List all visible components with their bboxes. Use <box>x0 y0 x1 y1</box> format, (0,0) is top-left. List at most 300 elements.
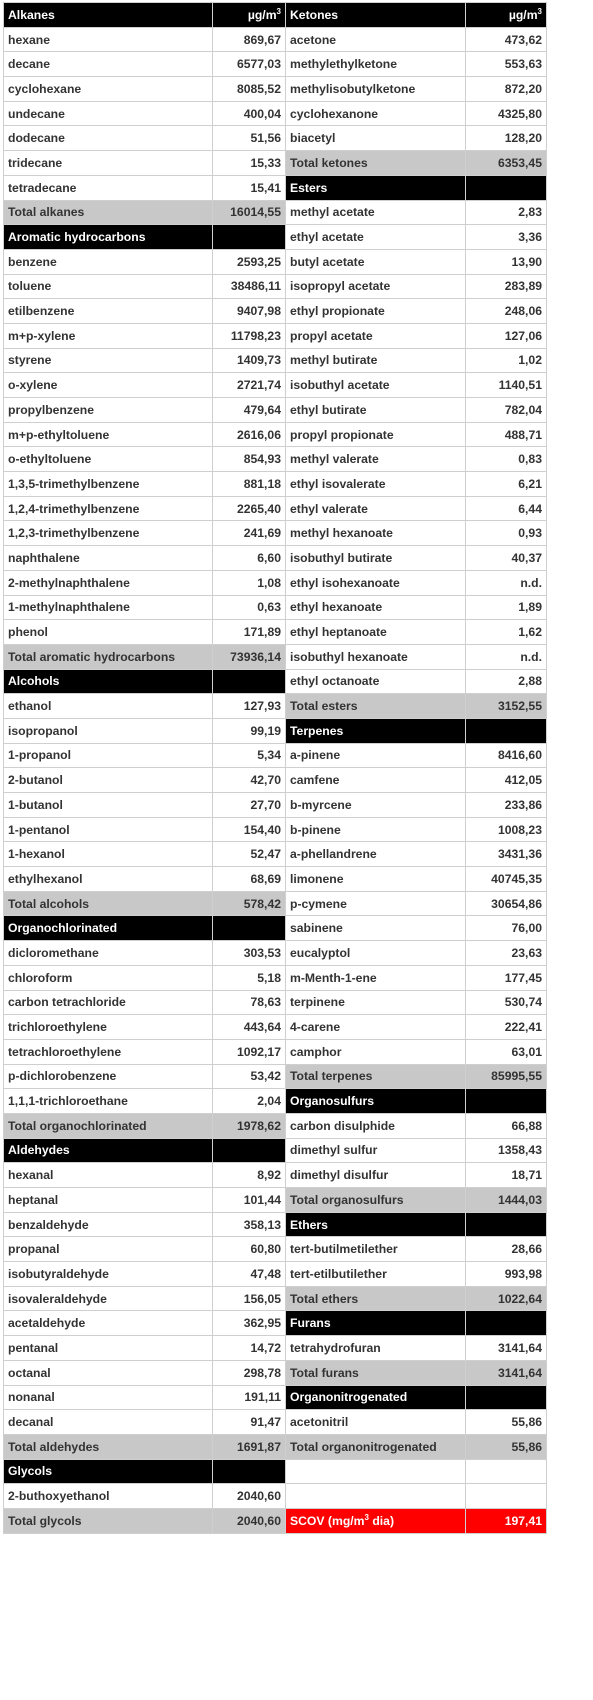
compound-value-cell <box>213 496 286 521</box>
compound-value: 412,05 <box>504 773 542 788</box>
total-value-total-ethers <box>466 1286 547 1311</box>
total-label-total-aromatic-hydrocarbons <box>4 644 213 669</box>
compound-value-cell <box>213 1360 286 1385</box>
compound-name-cell <box>4 1286 213 1311</box>
compound-name: etilbenzene <box>8 304 75 319</box>
compound-value-cell <box>213 126 286 151</box>
table-row <box>4 867 547 892</box>
section-title: Glycols <box>8 1464 53 1479</box>
total-value-total-aromatic-hydrocarbons <box>213 644 286 669</box>
compound-name: benzaldehyde <box>8 1217 89 1232</box>
table-row <box>4 1262 547 1287</box>
unit-label: µg/m <box>508 7 538 22</box>
compound-name: tridecane <box>8 155 63 170</box>
compound-value-cell <box>213 1212 286 1237</box>
compound-name-cell <box>4 842 213 867</box>
compound-name-cell <box>286 570 466 595</box>
section-header-alkanes <box>4 3 213 28</box>
compound-name-cell <box>286 842 466 867</box>
unit-label: µg/m <box>247 7 277 22</box>
compound-name: dodecane <box>8 131 65 146</box>
compound-name: b-pinene <box>290 822 341 837</box>
compound-name: m-Menth-1-ene <box>290 970 377 985</box>
compound-value: 66,88 <box>511 1118 542 1133</box>
compound-value: 553,63 <box>504 57 542 72</box>
compound-name: 2-buthoxyethanol <box>8 1489 110 1504</box>
compound-name-cell <box>286 348 466 373</box>
compound-value: 9407,98 <box>236 304 281 319</box>
compound-name: 1-methylnaphthalene <box>8 600 130 615</box>
table-row <box>4 1237 547 1262</box>
compound-name-cell <box>4 867 213 892</box>
compound-name-cell <box>4 1484 213 1509</box>
compound-name-cell <box>4 348 213 373</box>
compound-name-cell <box>286 990 466 1015</box>
compound-value: 1140,51 <box>498 378 542 393</box>
compound-name: sabinene <box>290 921 343 936</box>
compound-value: 1008,23 <box>497 822 542 837</box>
table-row <box>4 1434 547 1459</box>
section-header-glycols <box>4 1459 213 1484</box>
compound-name-cell <box>4 151 213 176</box>
compound-value-cell <box>213 52 286 77</box>
compound-value: 18,71 <box>511 1168 542 1183</box>
total-label: Total esters <box>290 699 358 714</box>
compound-value-cell <box>466 299 547 324</box>
table-row <box>4 373 547 398</box>
compound-name: ethyl hexanoate <box>290 600 383 615</box>
compound-value-cell <box>213 1336 286 1361</box>
table-row <box>4 1410 547 1435</box>
compound-name: p-cymene <box>290 896 347 911</box>
section-header-aromatic-hydrocarbons <box>4 225 213 250</box>
compound-name-cell <box>286 817 466 842</box>
compound-value-cell <box>466 1410 547 1435</box>
compound-value-cell <box>213 620 286 645</box>
table-row <box>4 1089 547 1114</box>
section-header-blank <box>466 1089 547 1114</box>
compound-value: 177,45 <box>504 970 542 985</box>
compound-value-cell <box>466 842 547 867</box>
compound-name: ethyl acetate <box>290 230 364 245</box>
compound-name-cell <box>4 1064 213 1089</box>
compound-name-cell <box>4 175 213 200</box>
compound-name: methyl acetate <box>290 205 375 220</box>
compound-name: tetradecane <box>8 180 77 195</box>
compound-value-cell <box>213 101 286 126</box>
total-label-total-terpenes <box>286 1064 466 1089</box>
table-row <box>4 101 547 126</box>
compound-name: eucalyptol <box>290 945 351 960</box>
compound-name-cell <box>4 299 213 324</box>
table-row <box>4 694 547 719</box>
section-header-blank <box>466 1311 547 1336</box>
compound-value: 55,86 <box>511 1415 542 1430</box>
compound-value-cell <box>466 249 547 274</box>
compound-name: 1-pentanol <box>8 822 70 837</box>
table-row <box>4 644 547 669</box>
compound-name: styrene <box>8 353 52 368</box>
compound-name-cell <box>286 521 466 546</box>
section-header-blank <box>466 1212 547 1237</box>
total-label-total-ketones <box>286 151 466 176</box>
total-label: Total organochlorinated <box>8 1118 147 1133</box>
section-header-ethers <box>286 1212 466 1237</box>
table-row <box>4 891 547 916</box>
total-value: 1691,87 <box>236 1439 281 1454</box>
compound-name-cell <box>286 27 466 52</box>
compound-name-cell <box>286 472 466 497</box>
compound-value: 101,44 <box>243 1192 281 1207</box>
compound-name-cell <box>286 101 466 126</box>
compound-value: 15,41 <box>250 180 281 195</box>
compound-value: 298,78 <box>243 1365 281 1380</box>
section-header-blank <box>213 1459 286 1484</box>
compound-value: 63,01 <box>511 1044 542 1059</box>
compound-name: p-dichlorobenzene <box>8 1069 117 1084</box>
compound-name-cell <box>4 496 213 521</box>
compound-name-cell <box>4 101 213 126</box>
table-row <box>4 941 547 966</box>
compound-name-cell <box>4 620 213 645</box>
compound-value-cell <box>466 1262 547 1287</box>
compound-name: propylbenzene <box>8 402 95 417</box>
table-row <box>4 669 547 694</box>
compound-name-cell <box>286 768 466 793</box>
compound-name: camphor <box>290 1044 342 1059</box>
table-row <box>4 1039 547 1064</box>
total-label: Total aldehydes <box>8 1439 100 1454</box>
compound-value-cell <box>466 620 547 645</box>
compound-value: 5,18 <box>257 970 281 985</box>
section-header-furans <box>286 1311 466 1336</box>
compound-value: 6577,03 <box>236 57 281 72</box>
compound-name: carbon tetrachloride <box>8 995 126 1010</box>
section-title: Aromatic hydrocarbons <box>8 230 146 245</box>
compound-name: methyl hexanoate <box>290 526 393 541</box>
compound-name-cell <box>286 941 466 966</box>
compound-name: nonanal <box>8 1390 55 1405</box>
table-row <box>4 249 547 274</box>
compound-value-cell <box>466 965 547 990</box>
compound-name: biacetyl <box>290 131 336 146</box>
compound-name-cell <box>4 52 213 77</box>
compound-name: toluene <box>8 279 52 294</box>
compound-name-cell <box>4 77 213 102</box>
compound-value: 2,04 <box>257 1094 281 1109</box>
compound-name: 1,1,1-trichloroethane <box>8 1094 128 1109</box>
table-row <box>4 200 547 225</box>
compound-name: propyl propionate <box>290 427 394 442</box>
compound-name: ethyl isovalerate <box>290 476 386 491</box>
compound-value-cell <box>466 570 547 595</box>
compound-value: 78,63 <box>250 995 281 1010</box>
table-row <box>4 1336 547 1361</box>
compound-value-cell <box>466 1336 547 1361</box>
compound-value-cell <box>213 941 286 966</box>
compound-value-cell <box>213 472 286 497</box>
compound-name-cell <box>4 398 213 423</box>
total-label: Total ethers <box>290 1291 359 1306</box>
table-row <box>4 323 547 348</box>
compound-value-cell <box>213 546 286 571</box>
table-row <box>4 348 547 373</box>
compound-name-cell <box>4 817 213 842</box>
compound-value-cell <box>466 225 547 250</box>
compound-name: o-ethyltoluene <box>8 452 92 467</box>
unit-exponent: 3 <box>537 6 542 16</box>
empty-cell <box>466 1484 547 1509</box>
compound-name-cell <box>286 496 466 521</box>
compound-value: 1,08 <box>257 575 281 590</box>
compound-name: propyl acetate <box>290 328 373 343</box>
compound-value: 8085,52 <box>236 81 281 96</box>
compound-value: 222,41 <box>504 1020 542 1035</box>
compound-value: 30654,86 <box>491 896 542 911</box>
compound-value-cell <box>466 472 547 497</box>
compound-name-cell <box>4 941 213 966</box>
compound-name-cell <box>286 1113 466 1138</box>
compound-name-cell <box>286 644 466 669</box>
compound-name-cell <box>286 1015 466 1040</box>
compound-name-cell <box>4 422 213 447</box>
section-title: Aldehydes <box>8 1143 70 1158</box>
compound-value-cell <box>466 817 547 842</box>
compound-name: phenol <box>8 625 48 640</box>
compound-name: 1-hexanol <box>8 847 65 862</box>
total-label: Total alkanes <box>8 205 85 220</box>
compound-value: 3141,64 <box>497 1340 542 1355</box>
table-row <box>4 793 547 818</box>
compound-value-cell <box>466 126 547 151</box>
compound-value: 1358,43 <box>497 1143 542 1158</box>
compound-value-cell <box>213 1188 286 1213</box>
compound-value: 6,60 <box>257 550 281 565</box>
compound-name: isobuthyl butirate <box>290 550 393 565</box>
compound-value: 127,93 <box>243 699 281 714</box>
section-title: Ethers <box>290 1217 328 1232</box>
compound-value: 156,05 <box>243 1291 281 1306</box>
compound-value-cell <box>466 793 547 818</box>
compound-name-cell <box>286 891 466 916</box>
compound-value: 2616,06 <box>236 427 281 442</box>
compound-name-cell <box>4 1163 213 1188</box>
unit-header-cell <box>466 3 547 28</box>
compound-name: ethyl butirate <box>290 402 367 417</box>
compound-value: 128,20 <box>504 131 542 146</box>
compound-name: isopropyl acetate <box>290 279 391 294</box>
compound-value: 443,64 <box>243 1020 281 1035</box>
total-label-total-alcohols <box>4 891 213 916</box>
total-value-total-organosulfurs <box>466 1188 547 1213</box>
compound-value: 5,34 <box>257 748 281 763</box>
compound-value: 14,72 <box>250 1340 281 1355</box>
table-row <box>4 1064 547 1089</box>
compound-name: chloroform <box>8 970 73 985</box>
voc-concentration-table-container <box>3 2 546 1534</box>
compound-name: methylisobutylketone <box>290 81 416 96</box>
total-label-total-organochlorinated <box>4 1113 213 1138</box>
compound-value-cell <box>213 1064 286 1089</box>
compound-value-cell <box>213 1237 286 1262</box>
table-row <box>4 299 547 324</box>
section-title: Terpenes <box>290 723 344 738</box>
total-label: Total alcohols <box>8 896 90 911</box>
compound-name: pentanal <box>8 1340 59 1355</box>
compound-name: cyclohexane <box>8 81 82 96</box>
compound-value-cell <box>466 990 547 1015</box>
compound-value: 3431,36 <box>497 847 542 862</box>
table-row <box>4 274 547 299</box>
table-row <box>4 126 547 151</box>
compound-value: 51,56 <box>250 131 281 146</box>
compound-name: dimethyl disulfur <box>290 1168 389 1183</box>
compound-value-cell <box>466 867 547 892</box>
compound-value-cell <box>466 941 547 966</box>
compound-value-cell <box>213 447 286 472</box>
compound-value: 47,48 <box>250 1266 281 1281</box>
compound-value-cell <box>213 842 286 867</box>
section-title: Organochlorinated <box>8 921 118 936</box>
table-row <box>4 1311 547 1336</box>
compound-value-cell <box>213 398 286 423</box>
compound-name: ethylhexanol <box>8 871 83 886</box>
compound-name: camfene <box>290 773 340 788</box>
compound-name-cell <box>286 793 466 818</box>
compound-value-cell <box>213 77 286 102</box>
compound-name-cell <box>286 299 466 324</box>
total-value: 2040,60 <box>236 1513 281 1528</box>
compound-name: ethyl valerate <box>290 501 368 516</box>
compound-value-cell <box>466 373 547 398</box>
total-value-total-esters <box>466 694 547 719</box>
compound-value: 358,13 <box>243 1217 281 1232</box>
section-title: Esters <box>290 180 328 195</box>
compound-value-cell <box>466 669 547 694</box>
compound-value: 0,63 <box>257 600 281 615</box>
compound-value: 3,36 <box>518 230 542 245</box>
compound-name-cell <box>4 718 213 743</box>
compound-value: 0,83 <box>518 452 542 467</box>
section-header-blank <box>466 1385 547 1410</box>
section-header-aldehydes <box>4 1138 213 1163</box>
compound-value-cell <box>213 694 286 719</box>
total-value: 1444,03 <box>497 1192 542 1207</box>
total-label: Total terpenes <box>290 1069 373 1084</box>
table-row <box>4 620 547 645</box>
compound-value-cell <box>213 1484 286 1509</box>
table-row <box>4 496 547 521</box>
compound-name: trichloroethylene <box>8 1020 107 1035</box>
compound-name: tetrachloroethylene <box>8 1044 122 1059</box>
compound-value: 23,63 <box>511 945 542 960</box>
compound-value-cell <box>213 299 286 324</box>
compound-value: n.d. <box>520 649 542 664</box>
compound-value-cell <box>213 768 286 793</box>
section-header-alcohols <box>4 669 213 694</box>
compound-name-cell <box>286 126 466 151</box>
compound-name-cell <box>286 1039 466 1064</box>
table-row <box>4 1459 547 1484</box>
compound-name-cell <box>286 546 466 571</box>
compound-value: 881,18 <box>243 476 281 491</box>
compound-value: 2,83 <box>518 205 542 220</box>
total-value-total-ketones <box>466 151 547 176</box>
compound-value-cell <box>213 595 286 620</box>
compound-name: acetone <box>290 32 337 47</box>
compound-name: isopropanol <box>8 723 78 738</box>
compound-value-cell <box>466 891 547 916</box>
compound-name-cell <box>286 916 466 941</box>
section-title: Organonitrogenated <box>290 1390 408 1405</box>
compound-name-cell <box>286 867 466 892</box>
compound-name-cell <box>286 1138 466 1163</box>
total-value: 73936,14 <box>230 649 281 664</box>
compound-value-cell <box>466 1237 547 1262</box>
compound-value: 127,06 <box>504 328 542 343</box>
compound-value-cell <box>213 570 286 595</box>
compound-name: isovaleraldehyde <box>8 1291 107 1306</box>
table-row <box>4 1163 547 1188</box>
compound-value-cell <box>213 817 286 842</box>
compound-name-cell <box>286 373 466 398</box>
compound-value: 1092,17 <box>236 1044 281 1059</box>
compound-name-cell <box>286 398 466 423</box>
compound-value: 76,00 <box>511 921 542 936</box>
table-row <box>4 77 547 102</box>
compound-name: tetrahydrofuran <box>290 1340 381 1355</box>
compound-value: 2721,74 <box>236 378 281 393</box>
total-value: 3141,64 <box>497 1365 542 1380</box>
total-label: Total aromatic hydrocarbons <box>8 649 176 664</box>
compound-name-cell <box>4 1336 213 1361</box>
table-row <box>4 422 547 447</box>
section-title: Organosulfurs <box>290 1094 374 1109</box>
compound-value: 38486,11 <box>230 279 281 294</box>
compound-name: limonene <box>290 871 344 886</box>
voc-concentration-table <box>3 2 547 1534</box>
compound-name-cell <box>4 793 213 818</box>
compound-name-cell <box>286 1237 466 1262</box>
compound-value-cell <box>466 1039 547 1064</box>
section-header-blank <box>466 175 547 200</box>
table-row <box>4 1113 547 1138</box>
compound-name-cell <box>286 669 466 694</box>
compound-value-cell <box>213 1089 286 1114</box>
section-header-esters <box>286 175 466 200</box>
compound-value-cell <box>213 1039 286 1064</box>
scov-label-prefix: SCOV (mg/m <box>290 1513 365 1528</box>
section-header-ketones <box>286 3 466 28</box>
total-value: 6353,45 <box>497 155 542 170</box>
total-label-total-organonitrogenated <box>286 1434 466 1459</box>
compound-value: 13,90 <box>511 254 542 269</box>
total-label-total-esters <box>286 694 466 719</box>
compound-name: 1-propanol <box>8 748 71 763</box>
compound-value: 872,20 <box>504 81 542 96</box>
table-row <box>4 175 547 200</box>
table-row <box>4 743 547 768</box>
compound-value: 1,62 <box>518 625 542 640</box>
compound-value: 52,47 <box>250 847 281 862</box>
table-row <box>4 1385 547 1410</box>
table-row <box>4 521 547 546</box>
compound-value: 171,89 <box>243 625 281 640</box>
section-title: Furans <box>290 1316 331 1331</box>
compound-value: 1409,73 <box>236 353 281 368</box>
compound-name-cell <box>286 965 466 990</box>
compound-name-cell <box>4 990 213 1015</box>
